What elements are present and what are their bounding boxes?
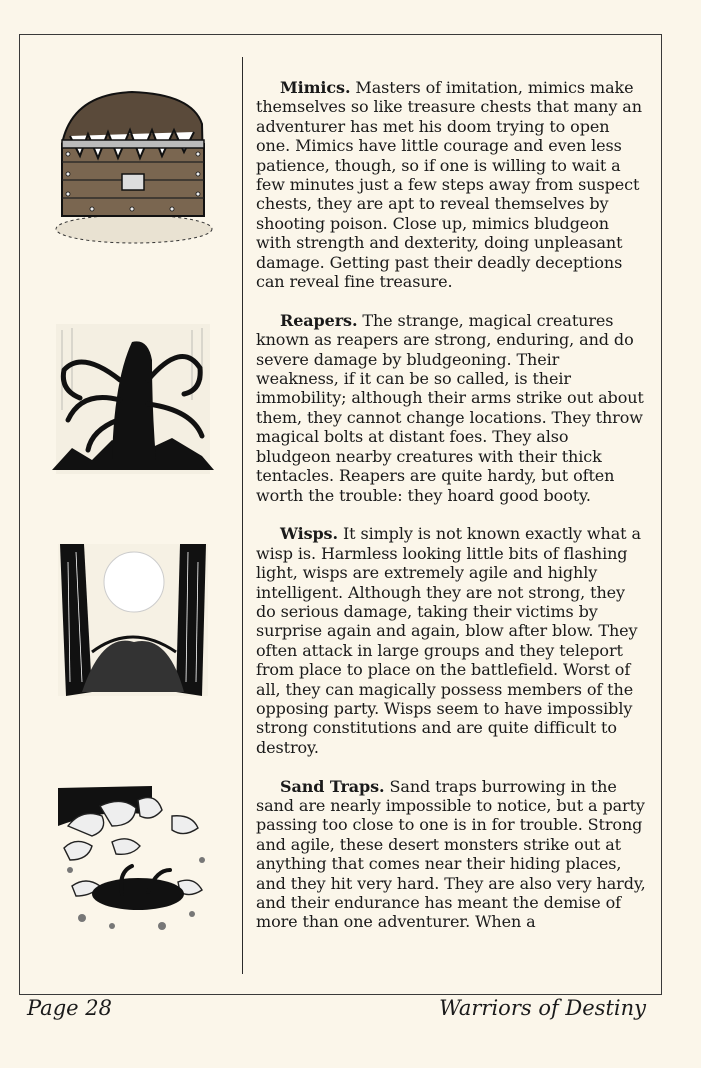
- entry-body: Sand traps burrowing in the sand are nearly impossible to notice, but a party passing too close to one is in for trouble. Strong and agile, these desert monsters strike out at anything that comes near their hiding places, and they hit very hard. They are also very hardy, and their endurance has meant the demise of more than one adventurer. When a: [256, 776, 646, 932]
- mimic-illustration: [52, 84, 214, 249]
- entry-sand-traps: [256, 777, 646, 932]
- entry-term: Reapers.: [280, 310, 358, 330]
- monster-descriptions: [256, 78, 646, 932]
- entry-wisps: [256, 524, 646, 757]
- entry-mimics: [256, 78, 646, 291]
- entry-body: The strange, magical creatures known as reapers are strong, enduring, and do severe damage by bludgeoning. Their weakness, if it can be so called, is their immobility; although their arms strike out about them, they cannot change locations. They throw magical bolts at distant foes. They also bludgeon nearby creatures with their thick tentacles. Reapers are quite hardy, but often worth the trouble: they hoard good booty.: [256, 310, 644, 505]
- entry-body: It simply is not known exactly what a wisp is. Harmless looking little bits of flashing light, wisps are extremely agile and highly intelligent. Although they are not strong, they do serious damage, taking their victims by surprise again and again, blow after blow. They often attack in large groups and they teleport from place to place on the battlefield. Worst of all, they can magically possess members of the opposing party. Wisps seem to have impossibly strong constitutions and are quite difficult to destroy.: [256, 524, 641, 757]
- entry-term: Sand Traps.: [280, 776, 385, 796]
- reaper-illustration: [52, 320, 214, 480]
- wisp-illustration: [52, 542, 214, 702]
- page-number: Page 28: [27, 996, 112, 1020]
- entry-body: Masters of imitation, mimics make themselves so like treasure chests that many an adventurer has met his doom trying to open one. Mimics have little courage and even less patience, though, so if one is willing to wait a few minutes just a few steps away from suspect chests, they are apt to reveal themselves by shooting poison. Close up, mimics bludgeon with strength and dexterity, doing unpleasant damage. Getting past their deadly deceptions can reveal fine treasure.: [256, 78, 642, 292]
- sand-trap-illustration: [52, 786, 214, 946]
- column-divider: [242, 57, 243, 974]
- entry-term: Wisps.: [280, 524, 338, 544]
- book-title: Warriors of Destiny: [439, 996, 646, 1020]
- entry-term: Mimics.: [280, 78, 351, 97]
- entry-reapers: [256, 311, 646, 505]
